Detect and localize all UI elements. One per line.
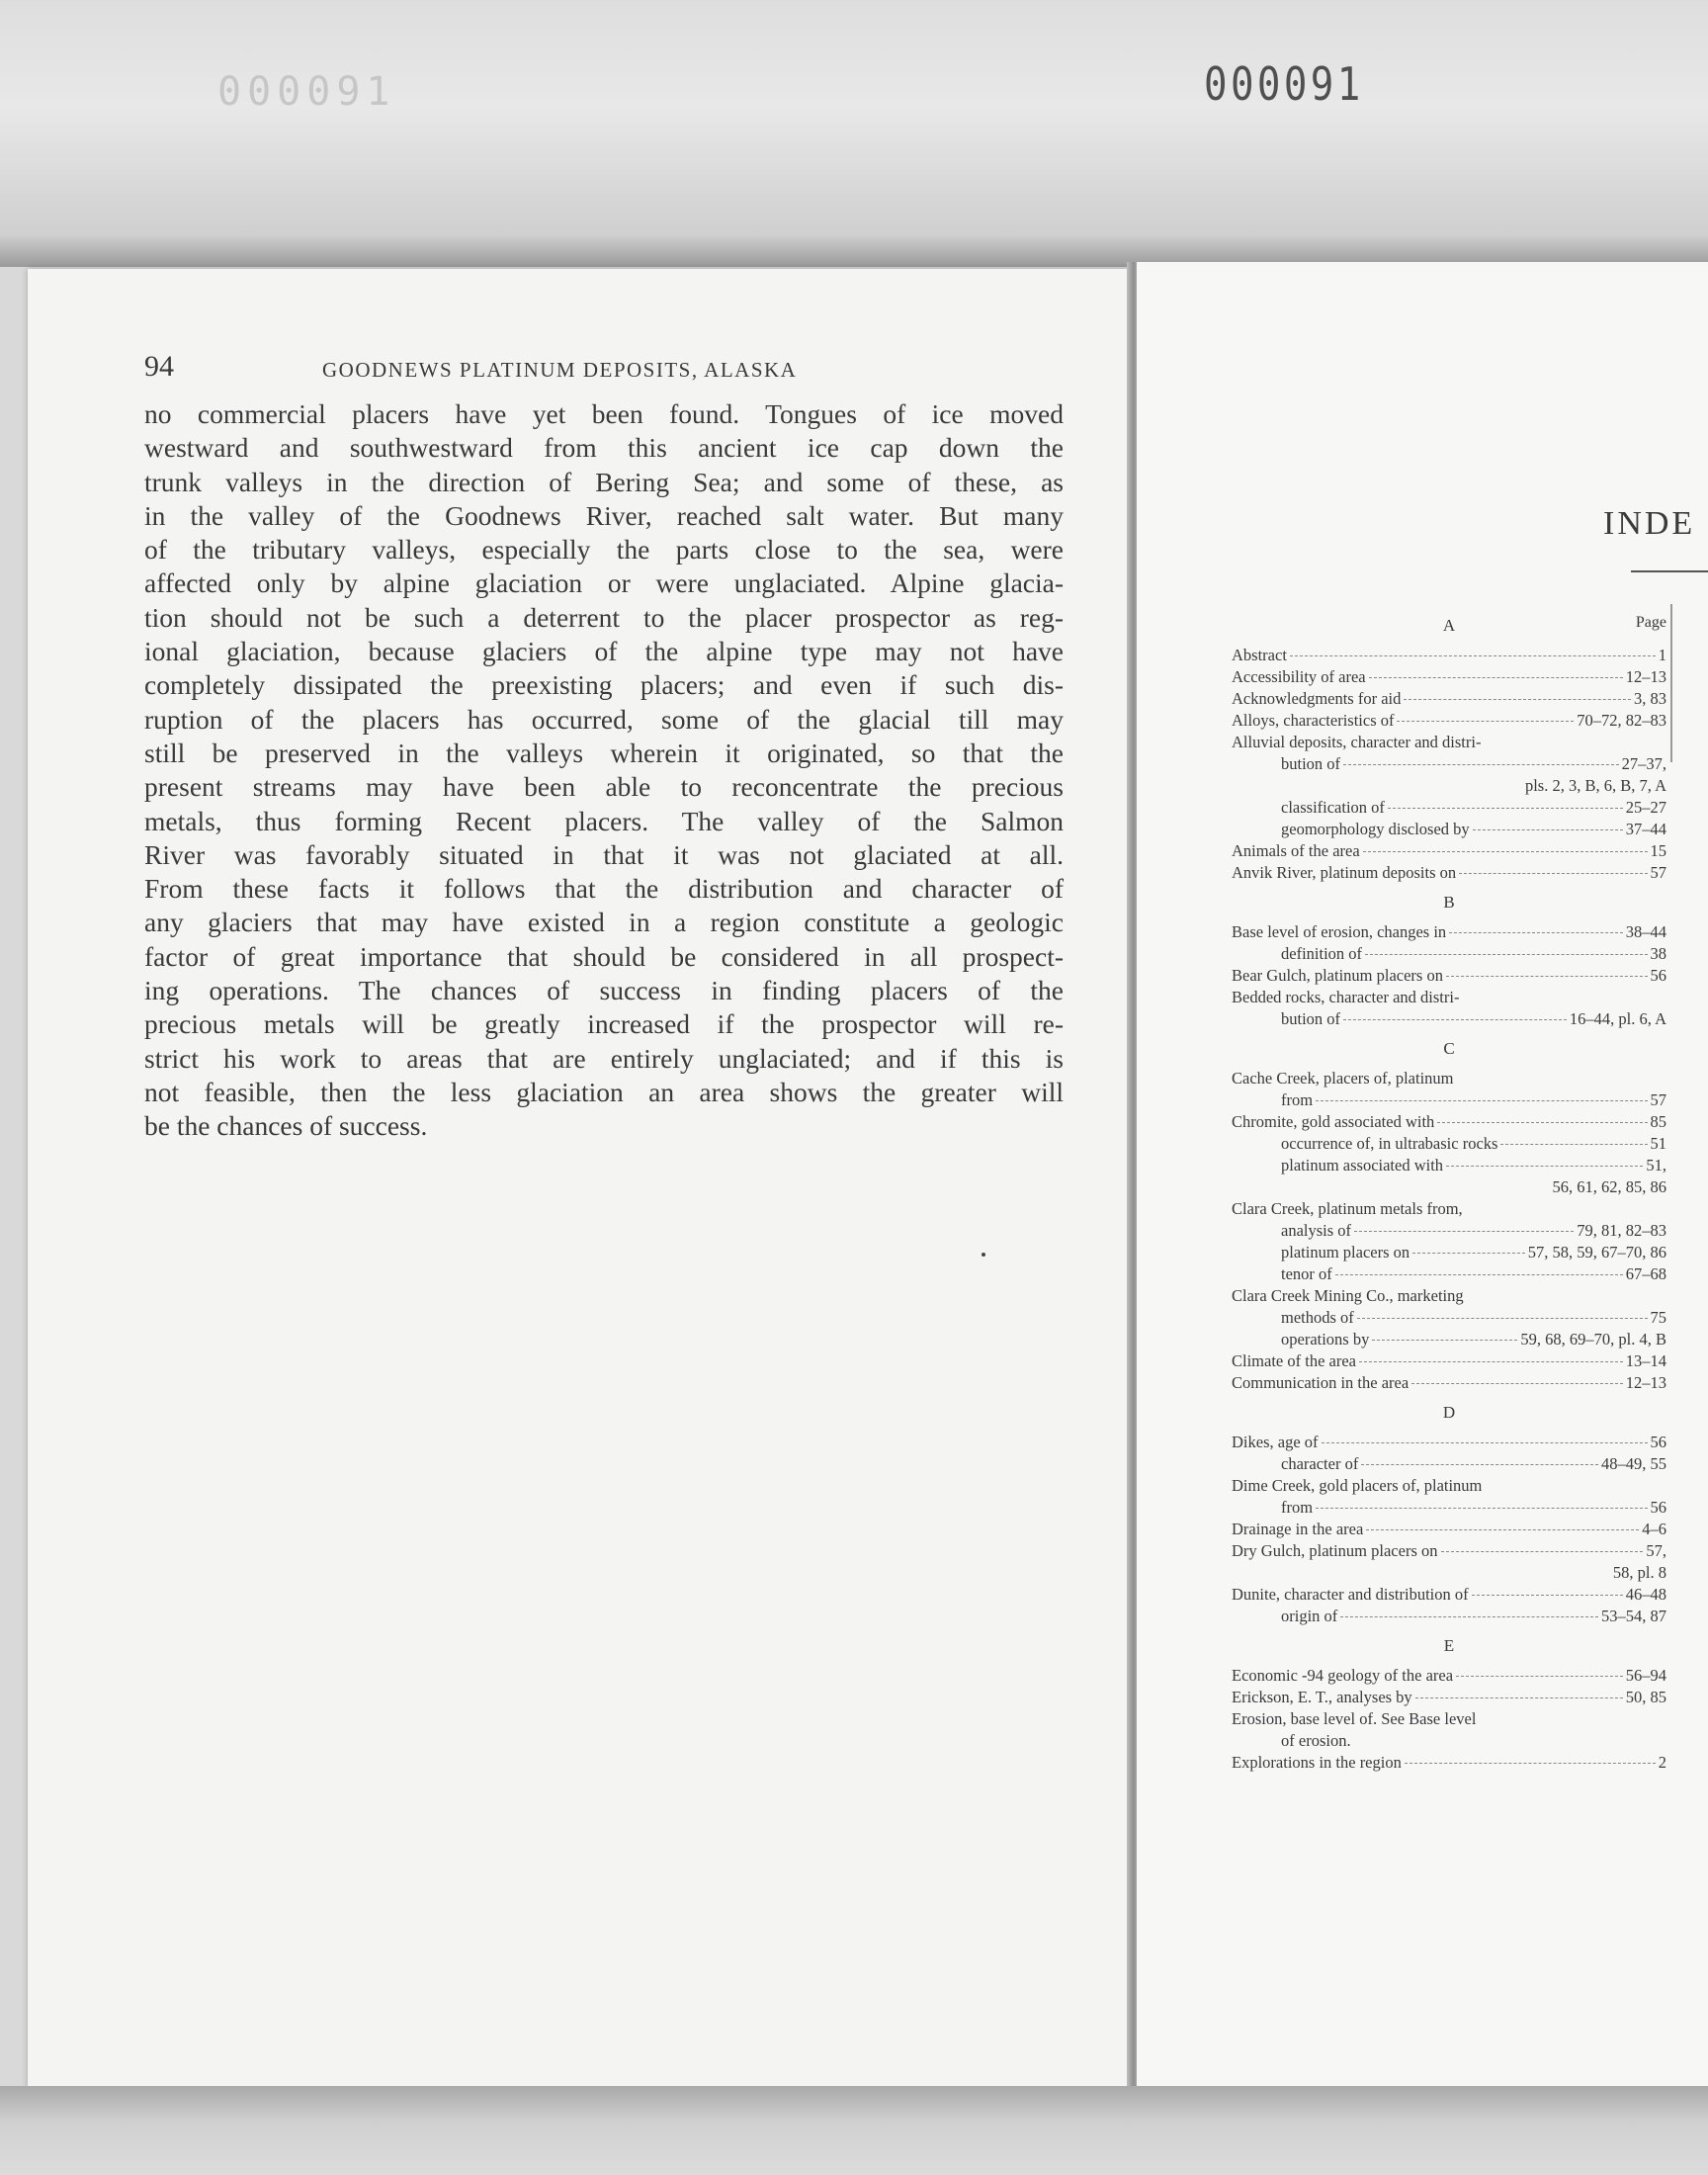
index-entry-pages: 57,	[1646, 1541, 1666, 1560]
left-page	[28, 269, 1130, 2090]
index-entry-text: platinum placers on	[1281, 1243, 1410, 1262]
page-column-header: Page	[1635, 614, 1666, 631]
index-leader-dots	[1411, 1383, 1623, 1384]
index-entry	[1232, 1520, 1666, 1541]
index-entry	[1232, 689, 1666, 711]
index-leader-dots	[1500, 1144, 1647, 1145]
index-leader-dots	[1354, 1231, 1574, 1232]
index-leader-dots	[1388, 808, 1623, 809]
index-entry	[1232, 798, 1666, 820]
index-entry-pages: 16–44, pl. 6, A	[1569, 1009, 1666, 1028]
index-entry	[1232, 1454, 1666, 1476]
index-leader-dots	[1397, 721, 1574, 722]
index-entry-pages: 51,	[1646, 1156, 1666, 1174]
index-entry	[1232, 1286, 1666, 1308]
index-leader-dots	[1415, 1697, 1623, 1698]
scan-top-margin	[0, 0, 1708, 267]
index-entry-pages: 56, 61, 62, 85, 86	[1552, 1177, 1666, 1196]
index-entry-pages: 2	[1658, 1753, 1666, 1772]
body-line: no commercial placers have yet been found. Tongues of ice moved	[144, 398, 1064, 429]
index-section-letter: A	[1442, 616, 1456, 635]
index-entry-pages: 57	[1650, 1090, 1666, 1109]
index-entry-pages: 57	[1650, 863, 1666, 882]
index-entry-pages: 85	[1650, 1112, 1666, 1131]
body-line: precious metals will be greatly increased if the prospector will re-	[144, 1008, 1064, 1040]
body-line: be the chances of success.	[144, 1110, 428, 1142]
body-line: completely dissipated the preexisting placers; and even if such dis-	[144, 669, 1064, 701]
body-line: any glaciers that may have existed in a region constitute a geologic	[144, 907, 1064, 938]
index-entry	[1232, 1476, 1666, 1498]
index-entry-text: Economic -94 geology of the area	[1232, 1666, 1454, 1685]
index-entry-pages: 37–44	[1625, 820, 1666, 838]
index-entry-text: Communication in the area	[1232, 1373, 1409, 1392]
index-leader-dots	[1405, 1763, 1656, 1764]
index-entry	[1232, 922, 1666, 944]
index-section-letter: B	[1443, 893, 1455, 912]
index-leader-dots	[1446, 976, 1648, 977]
index-entry-text: Abstract	[1232, 646, 1287, 664]
scan-speck	[982, 1253, 985, 1257]
index-leader-dots	[1472, 1595, 1623, 1596]
index-leader-dots	[1343, 764, 1619, 765]
index-entry	[1232, 1563, 1666, 1585]
scan-bottom-margin	[0, 2086, 1708, 2175]
index-leader-dots	[1335, 1274, 1623, 1275]
index-entry	[1232, 711, 1666, 733]
index-leader-dots	[1357, 1318, 1648, 1319]
index-entry-text: definition of	[1281, 944, 1363, 963]
running-title: GOODNEWS PLATINUM DEPOSITS, ALASKA	[322, 358, 798, 382]
index-entry-pages: 38–44	[1625, 922, 1666, 941]
index-entry-text: of erosion.	[1281, 1731, 1351, 1750]
index-entry-text: Base level of erosion, changes in	[1232, 922, 1447, 941]
index-leader-dots	[1363, 851, 1648, 852]
index-entry-text: Climate of the area	[1232, 1351, 1356, 1370]
index-entry-pages: 25–27	[1625, 798, 1666, 817]
index-entry-text: from	[1281, 1090, 1314, 1109]
index-entry-text: character of	[1281, 1454, 1359, 1473]
index-leader-dots	[1369, 677, 1623, 678]
index-entry	[1232, 1688, 1666, 1709]
index-leader-dots	[1459, 873, 1647, 874]
index-entry-pages: 59, 68, 69–70, pl. 4, B	[1520, 1330, 1666, 1348]
index-entry	[1232, 1709, 1666, 1731]
title-rule	[1631, 570, 1708, 572]
index-entry	[1232, 776, 1666, 798]
index-entry-text: tenor of	[1281, 1264, 1332, 1283]
index-leader-dots	[1290, 655, 1656, 656]
body-line: factor of great importance that should be considered in all prospect-	[144, 940, 1064, 972]
index-entry	[1232, 1433, 1666, 1454]
index-leader-dots	[1412, 1253, 1525, 1254]
index-entry	[1232, 1351, 1666, 1373]
index-leader-dots	[1473, 829, 1623, 830]
index-entry	[1232, 820, 1666, 841]
ghost-stamp-bleed: 000091	[217, 69, 396, 115]
index-leader-dots	[1361, 1464, 1598, 1465]
index-entry	[1232, 988, 1666, 1009]
index-entry-text: bution of	[1281, 1009, 1341, 1028]
index-entry-text: Drainage in the area	[1232, 1520, 1364, 1538]
page-number: 94	[144, 350, 174, 383]
index-leader-dots	[1316, 1508, 1647, 1509]
index-leader-dots	[1343, 1019, 1567, 1020]
index-entry	[1232, 1112, 1666, 1134]
index-entry-text: Acknowledgments for aid	[1232, 689, 1402, 708]
index-leader-dots	[1456, 1676, 1623, 1677]
index-entry-pages: 56	[1650, 1498, 1666, 1517]
body-line: strict his work to areas that are entirely unglaciated; and if this is	[144, 1042, 1064, 1074]
right-page	[1137, 262, 1708, 2096]
body-line: trunk valleys in the direction of Bering Sea; and some of these, as	[144, 466, 1064, 497]
bleed-through-text	[146, 1376, 739, 1536]
index-entry-text: Chromite, gold associated with	[1232, 1112, 1435, 1131]
index-entry	[1232, 1308, 1666, 1330]
index-entry-pages: 13–14	[1625, 1351, 1666, 1370]
index-entry	[1232, 1177, 1666, 1199]
body-line: ruption of the placers has occurred, some of the glacial till may	[144, 703, 1064, 735]
index-leader-dots	[1449, 932, 1623, 933]
index-entry-text: Animals of the area	[1232, 841, 1360, 860]
index-entry-text: analysis of	[1281, 1221, 1352, 1240]
index-entry-pages: 75	[1650, 1308, 1666, 1327]
index-entry-pages: 57, 58, 59, 67–70, 86	[1527, 1243, 1666, 1262]
index-entry	[1232, 1221, 1666, 1243]
body-line: westward and southwestward from this ancient ice cap down the	[144, 432, 1064, 464]
index-entry-pages: 48–49, 55	[1601, 1454, 1666, 1473]
index-entry	[1232, 1156, 1666, 1177]
index-entry-text: Bear Gulch, platinum placers on	[1232, 966, 1443, 985]
index-leader-dots	[1404, 699, 1631, 700]
index-entry-text: Clara Creek Mining Co., marketing	[1232, 1286, 1464, 1305]
index-entry-pages: 50, 85	[1625, 1688, 1666, 1706]
index-entry-text: Alluvial deposits, character and distri-	[1232, 733, 1482, 751]
index-entry-pages: 12–13	[1625, 1373, 1666, 1392]
index-entry	[1232, 1134, 1666, 1156]
index-leader-dots	[1366, 1529, 1639, 1530]
index-entry-text: Clara Creek, platinum metals from,	[1232, 1199, 1463, 1218]
index-entry-pages: 70–72, 82–83	[1577, 711, 1666, 730]
index-entry	[1232, 863, 1666, 885]
index-section-letter: E	[1443, 1636, 1455, 1655]
index-entry-text: Cache Creek, placers of, platinum	[1232, 1069, 1454, 1088]
index-entry-text: Explorations in the region	[1232, 1753, 1402, 1772]
index-entry-text: origin of	[1281, 1607, 1338, 1625]
index-entry	[1232, 1330, 1666, 1351]
index-entry-pages: 58, pl. 8	[1612, 1563, 1666, 1582]
index-leader-dots	[1372, 1340, 1517, 1341]
index-entry-pages: 27–37,	[1621, 754, 1666, 773]
index-entry-text: bution of	[1281, 754, 1341, 773]
index-leader-dots	[1441, 1551, 1644, 1552]
index-entry	[1232, 1607, 1666, 1628]
index-entry-text: Accessibility of area	[1232, 667, 1366, 686]
index-entry	[1232, 1009, 1666, 1031]
index-entry	[1232, 1264, 1666, 1286]
index-entry	[1232, 733, 1666, 754]
index-leader-dots	[1446, 1166, 1643, 1167]
index-entry	[1232, 1498, 1666, 1520]
index-entry-pages: 67–68	[1625, 1264, 1666, 1283]
body-line: From these facts it follows that the distribution and character of	[144, 873, 1064, 905]
index-section-letter: C	[1443, 1039, 1455, 1058]
index-entry	[1232, 667, 1666, 689]
index-entry	[1232, 841, 1666, 863]
index-entry-pages: 79, 81, 82–83	[1577, 1221, 1666, 1240]
index-entry	[1232, 966, 1666, 988]
index-entry-text: occurrence of, in ultrabasic rocks	[1281, 1134, 1498, 1153]
index-leader-dots	[1340, 1616, 1598, 1617]
index-leader-dots	[1322, 1442, 1648, 1443]
index-entry-text: Dry Gulch, platinum placers on	[1232, 1541, 1438, 1560]
index-entry-text: Dikes, age of	[1232, 1433, 1319, 1451]
index-entry	[1232, 1585, 1666, 1607]
index-entry-text: classification of	[1281, 798, 1385, 817]
body-paragraph	[144, 397, 1064, 1144]
index-entry-pages: 4–6	[1642, 1520, 1666, 1538]
index-entry-pages: 1	[1658, 646, 1666, 664]
index-entry-pages: 12–13	[1625, 667, 1666, 686]
index-entry	[1232, 1541, 1666, 1563]
index-entry	[1232, 1373, 1666, 1395]
body-line: ing operations. The chances of success in finding placers of the	[144, 975, 1064, 1006]
document-stamp-number: 000091	[1204, 57, 1364, 111]
index-entry	[1232, 1069, 1666, 1090]
index-entry-text: geomorphology disclosed by	[1281, 820, 1470, 838]
index-column	[1232, 608, 1666, 1775]
body-line: tion should not be such a deterrent to the placer prospector as reg-	[144, 601, 1064, 633]
index-entry	[1232, 1199, 1666, 1221]
index-entry-pages: 15	[1650, 841, 1666, 860]
body-line: metals, thus forming Recent placers. The valley of the Salmon	[144, 805, 1064, 836]
index-entry-text: operations by	[1281, 1330, 1370, 1348]
index-entry-text: methods of	[1281, 1308, 1354, 1327]
index-entry-text: Bedded rocks, character and distri-	[1232, 988, 1460, 1006]
body-line: ional glaciation, because glaciers of the alpine type may not have	[144, 636, 1064, 667]
index-entry-text: Anvik River, platinum deposits on	[1232, 863, 1457, 882]
index-entry	[1232, 1731, 1666, 1753]
index-entry-pages: 56	[1650, 966, 1666, 985]
index-entry	[1232, 1243, 1666, 1264]
index-entry-pages: 38	[1650, 944, 1666, 963]
body-line: of the tributary valleys, especially the parts close to the sea, were	[144, 534, 1064, 566]
index-title: INDE	[1603, 505, 1696, 542]
index-entry-text: from	[1281, 1498, 1314, 1517]
index-entry-pages: 56	[1650, 1433, 1666, 1451]
index-entry	[1232, 1753, 1666, 1775]
index-leader-dots	[1365, 954, 1647, 955]
index-entry-text: Dunite, character and distribution of	[1232, 1585, 1469, 1604]
body-line: affected only by alpine glaciation or were unglaciated. Alpine glacia-	[144, 567, 1064, 599]
index-entry-text: Erosion, base level of. See Base level	[1232, 1709, 1477, 1728]
body-line: in the valley of the Goodnews River, reached salt water. But many	[144, 499, 1064, 531]
index-leader-dots	[1437, 1122, 1647, 1123]
body-line: not feasible, then the less glaciation an area shows the greater will	[144, 1076, 1064, 1107]
index-entry-text: platinum associated with	[1281, 1156, 1444, 1174]
index-entry-pages: 53–54, 87	[1601, 1607, 1666, 1625]
running-head	[144, 350, 896, 386]
body-line: present streams may have been able to reconcentrate the precious	[144, 771, 1064, 803]
index-entry-pages: pls. 2, 3, B, 6, B, 7, A	[1524, 776, 1666, 795]
index-section-letter: D	[1442, 1403, 1456, 1422]
index-leader-dots	[1316, 1100, 1647, 1101]
index-entry	[1232, 1090, 1666, 1112]
body-line: River was favorably situated in that it was not glaciated at all.	[144, 838, 1064, 870]
index-entry	[1232, 646, 1666, 667]
index-leader-dots	[1359, 1361, 1623, 1362]
index-entry-text: Dime Creek, gold placers of, platinum	[1232, 1476, 1483, 1495]
index-entry-pages: 3, 83	[1634, 689, 1666, 708]
column-rule	[1670, 604, 1672, 762]
index-entry-text: Erickson, E. T., analyses by	[1232, 1688, 1412, 1706]
index-entry	[1232, 1666, 1666, 1688]
index-entry	[1232, 754, 1666, 776]
index-entry	[1232, 944, 1666, 966]
body-line: still be preserved in the valleys wherein it originated, so that the	[144, 737, 1064, 768]
index-entry-pages: 56–94	[1625, 1666, 1666, 1685]
index-entry-text: Alloys, characteristics of	[1232, 711, 1395, 730]
index-entry-pages: 51	[1650, 1134, 1666, 1153]
index-entry-pages: 46–48	[1625, 1585, 1666, 1604]
